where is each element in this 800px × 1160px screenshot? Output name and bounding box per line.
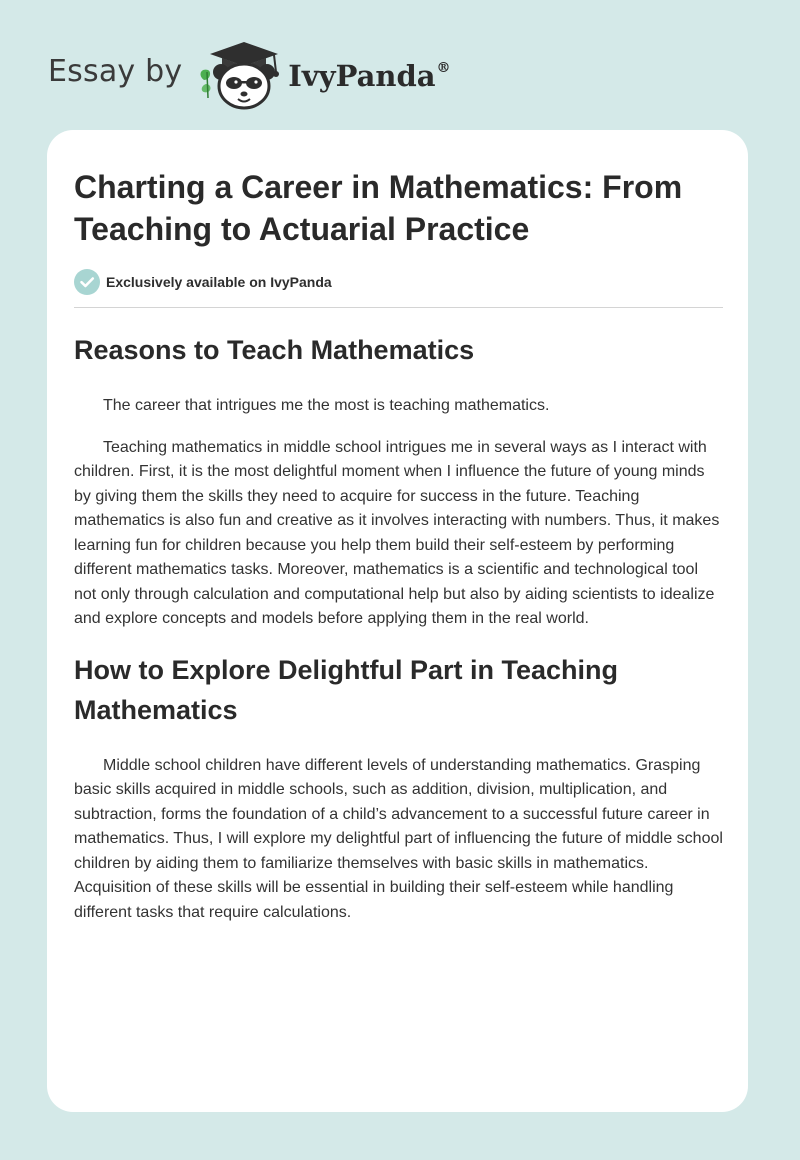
brand-name: [288, 59, 450, 93]
registered-mark: ®: [436, 60, 451, 76]
title-divider: [74, 307, 723, 308]
exclusive-badge: [74, 269, 724, 295]
check-circle-icon: [74, 269, 100, 295]
essay-by-label: Essay by: [48, 53, 183, 89]
ivypanda-logo[interactable]: [196, 36, 450, 112]
site-header: [48, 34, 451, 114]
brand-text: IvyPanda: [288, 59, 436, 93]
paragraph: Teaching mathematics in middle school intrigues me in several ways as I interact with children. First, it is the most delightful moment when I influence the future of young minds by giving them the skills they need to acquire for success in the future. Teaching mathematics is also fun and creative as it involves interacting with numbers. Thus, it makes learning fun for children because you help them build their self-esteem by performing different mathematics tasks. Moreover, mathematics is a scientific and technological tool not only through calculation and computational help but also by aiding scientists to idealize and explore concepts and models before applying them in the real world.: [74, 438, 720, 627]
page-title: Charting a Career in Mathematics: From Teaching to Actuarial Practice: [74, 169, 683, 247]
panda-graduate-icon: [196, 36, 282, 112]
section-heading: Reasons to Teach Mathematics: [74, 335, 475, 365]
essay-content: [74, 130, 724, 925]
exclusive-badge-text: Exclusively available on IvyPanda: [106, 274, 332, 290]
paragraph: The career that intrigues me the most is teaching mathematics.: [103, 397, 550, 414]
paragraph: Middle school children have different levels of understanding mathematics. Grasping basic skills acquired in middle schools, such as addition, division, multiplication, and subtraction, forms the foundation of a child’s advancement to a successful future career in mathematics. Thus, I will explore my delightful part of influencing the future of middle school children by aiding them to familiarize themselves with basic skills in mathematics. Acquisition of these skills will be essential in building their self-esteem while handling different tasks that require calculations.: [74, 756, 723, 921]
essay-card: [47, 130, 748, 1112]
section-heading: How to Explore Delightful Part in Teaching Mathematics: [74, 654, 619, 725]
